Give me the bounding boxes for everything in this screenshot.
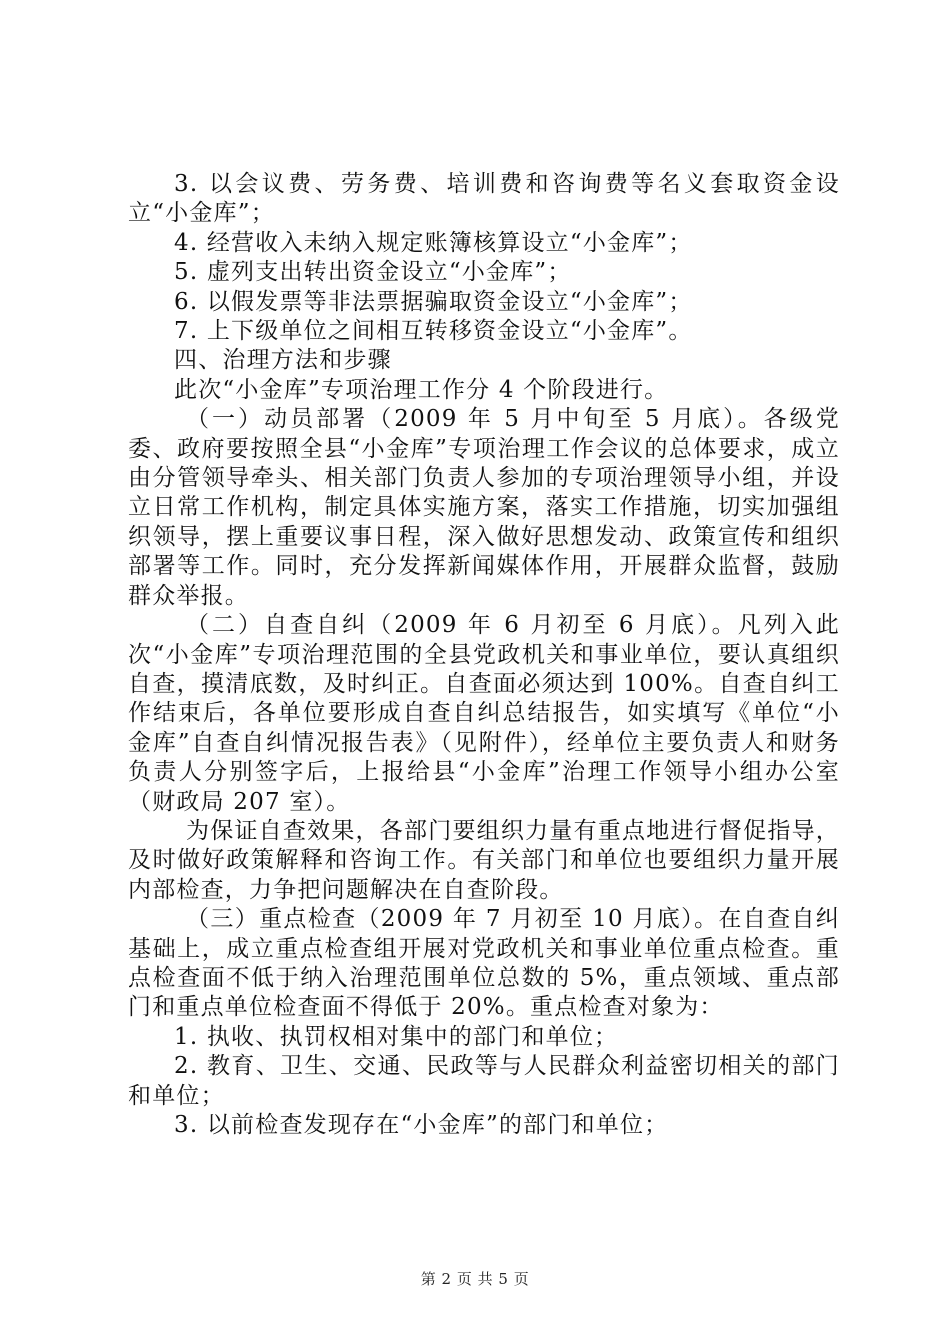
paragraph-target-3: 3. 以前检查发现存在“小金库”的部门和单位； [174,1112,669,1138]
document-body [128,170,840,1140]
section-heading-4: 四、治理方法和步骤 [174,347,392,374]
paragraph-target-1: 1. 执收、执罚权相对集中的部门和单位； [174,1023,619,1050]
paragraph-item-6: 6. 以假发票等非法票据骗取资金设立“小金库”； [174,288,693,315]
page-footer: 第 2 页 共 5 页 [420,1270,530,1288]
paragraph-stage-3: （三）重点检查（2009 年 7 月初至 10 月底）。在自查自纠基础上，成立重点检查组开展对党政机关和事业单位重点检查。重点检查面不低于纳入治理范围单位总数的 5%，重点领域、重点部门和重点单位检查面不得低于 20%。重点检查对象为： [128,906,840,1021]
paragraph-item-7: 7. 上下级单位之间相互转移资金设立“小金库”。 [174,318,693,345]
paragraph-stage-intro: 此次“小金库”专项治理工作分 4 个阶段进行。 [174,376,669,403]
paragraph-stage-2: （二）自查自纠（2009 年 6 月初至 6 月底）。凡列入此次“小金库”专项治理范围的全县党政机关和事业单位，要认真组织自查，摸清底数，及时纠正。自查面必须达到 100%。自查自纠工作结束后，各单位要形成自查自纠总结报告，如实填写《单位“小金库”自查自纠情况报告表》（见附件），经单位主要负责人和财务负责人分别签字后，上报给县“小金库”治理工作领导小组办公室（财政局 207 室）。 [128,612,840,815]
paragraph-stage-2-note: 为保证自查效果，各部门要组织力量有重点地进行督促指导，及时做好政策解释和咨询工作。有关部门和单位也要组织力量开展内部检查，力争把问题解决在自查阶段。 [128,817,840,903]
paragraph-stage-1: （一）动员部署（2009 年 5 月中旬至 5 月底）。各级党委、政府要按照全县“小金库”专项治理工作会议的总体要求，成立由分管领导牵头、相关部门负责人参加的专项治理领导小组，并设立日常工作机构，制定具体实施方案，落实工作措施，切实加强组织领导，摆上重要议事日程，深入做好思想发动、政策宣传和组织部署等工作。同时，充分发挥新闻媒体作用，开展群众监督，鼓励群众举报。 [128,406,840,609]
paragraph-item-3: 3. 以会议费、劳务费、培训费和咨询费等名义套取资金设立“小金库”； [128,171,840,227]
paragraph-item-5: 5. 虚列支出转出资金设立“小金库”； [174,259,572,286]
paragraph-target-2: 2. 教育、卫生、交通、民政等与人民群众利益密切相关的部门和单位； [128,1053,840,1109]
paragraph-item-4: 4. 经营收入未纳入规定账簿核算设立“小金库”； [174,229,693,256]
